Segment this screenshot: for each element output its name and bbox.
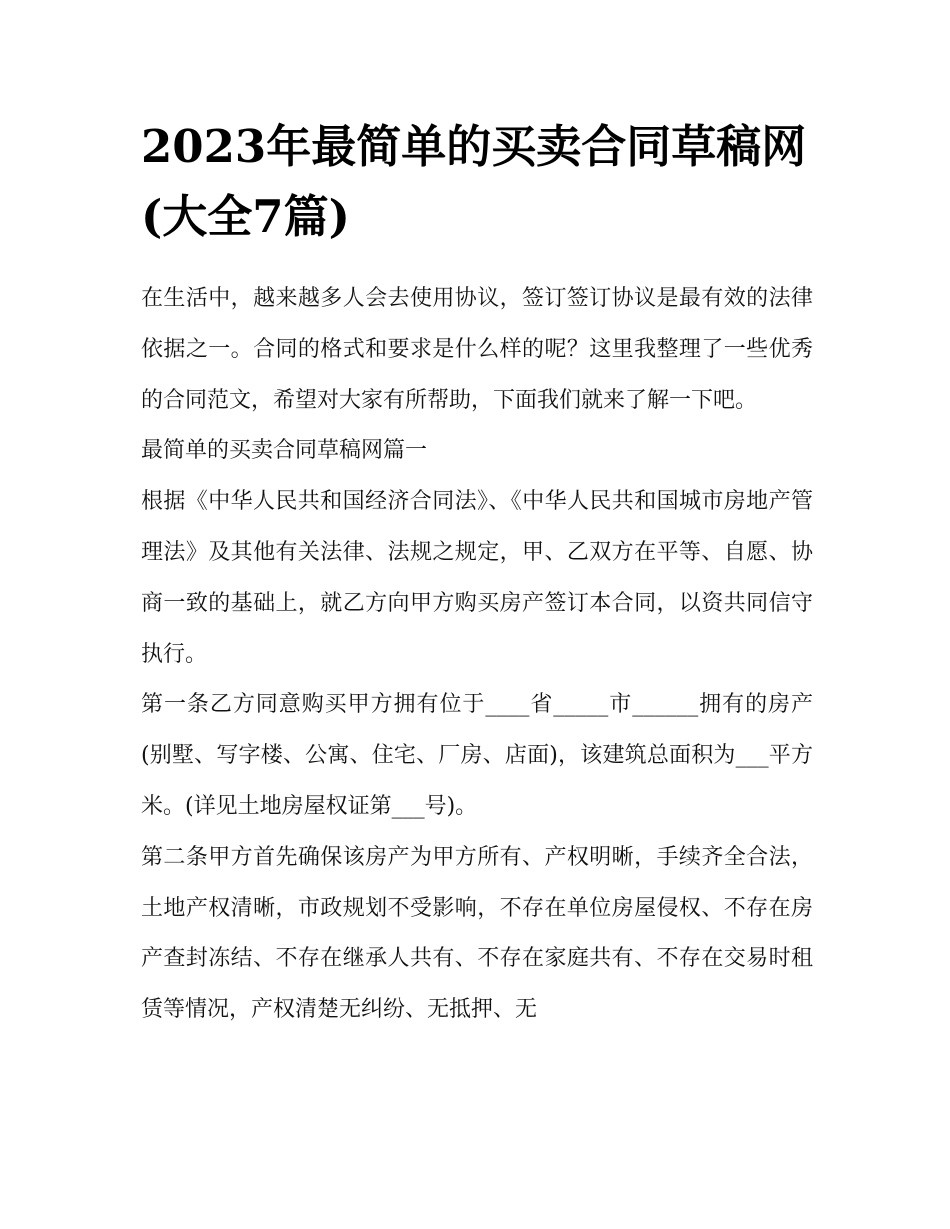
preamble-paragraph: 根据《中华人民共和国经济合同法》、《中华人民共和国城市房地产管理法》及其他有关法律、法规之规定，甲、乙双方在平等、自愿、协商一致的基础上，就乙方向甲方购买房产签订本合同，以资共同信守执行。: [141, 489, 813, 667]
intro-paragraph: 在生活中，越来越多人会去使用协议，签订签订协议是最有效的法律依据之一。合同的格式和要求是什么样的呢？这里我整理了一些优秀的合同范文，希望对大家有所帮助，下面我们就来了解一下吧。: [141, 286, 813, 413]
document-page: [141, 112, 813, 1036]
document-title: 2023年最简单的买卖合同草稿网(大全7篇): [141, 120, 807, 243]
section-heading: 最简单的买卖合同草稿网篇一: [141, 438, 428, 464]
article-two-paragraph: 第二条甲方首先确保该房产为甲方所有、产权明晰，手续齐全合法，土地产权清晰，市政规划不受影响，不存在单位房屋侵权、不存在房产查封冻结、不存在继承人共有、不存在家庭共有、不存在交易时租赁等情况，产权清楚无纠纷、无抵押、无: [141, 844, 813, 1023]
document-body: [141, 274, 813, 1036]
article-one-paragraph: 第一条乙方同意购买甲方拥有位于____省_____市______拥有的房产(别墅、写字楼、公寓、住宅、厂房、店面)，该建筑总面积为___平方米。(详见土地房屋权证第___号)。: [141, 692, 813, 819]
